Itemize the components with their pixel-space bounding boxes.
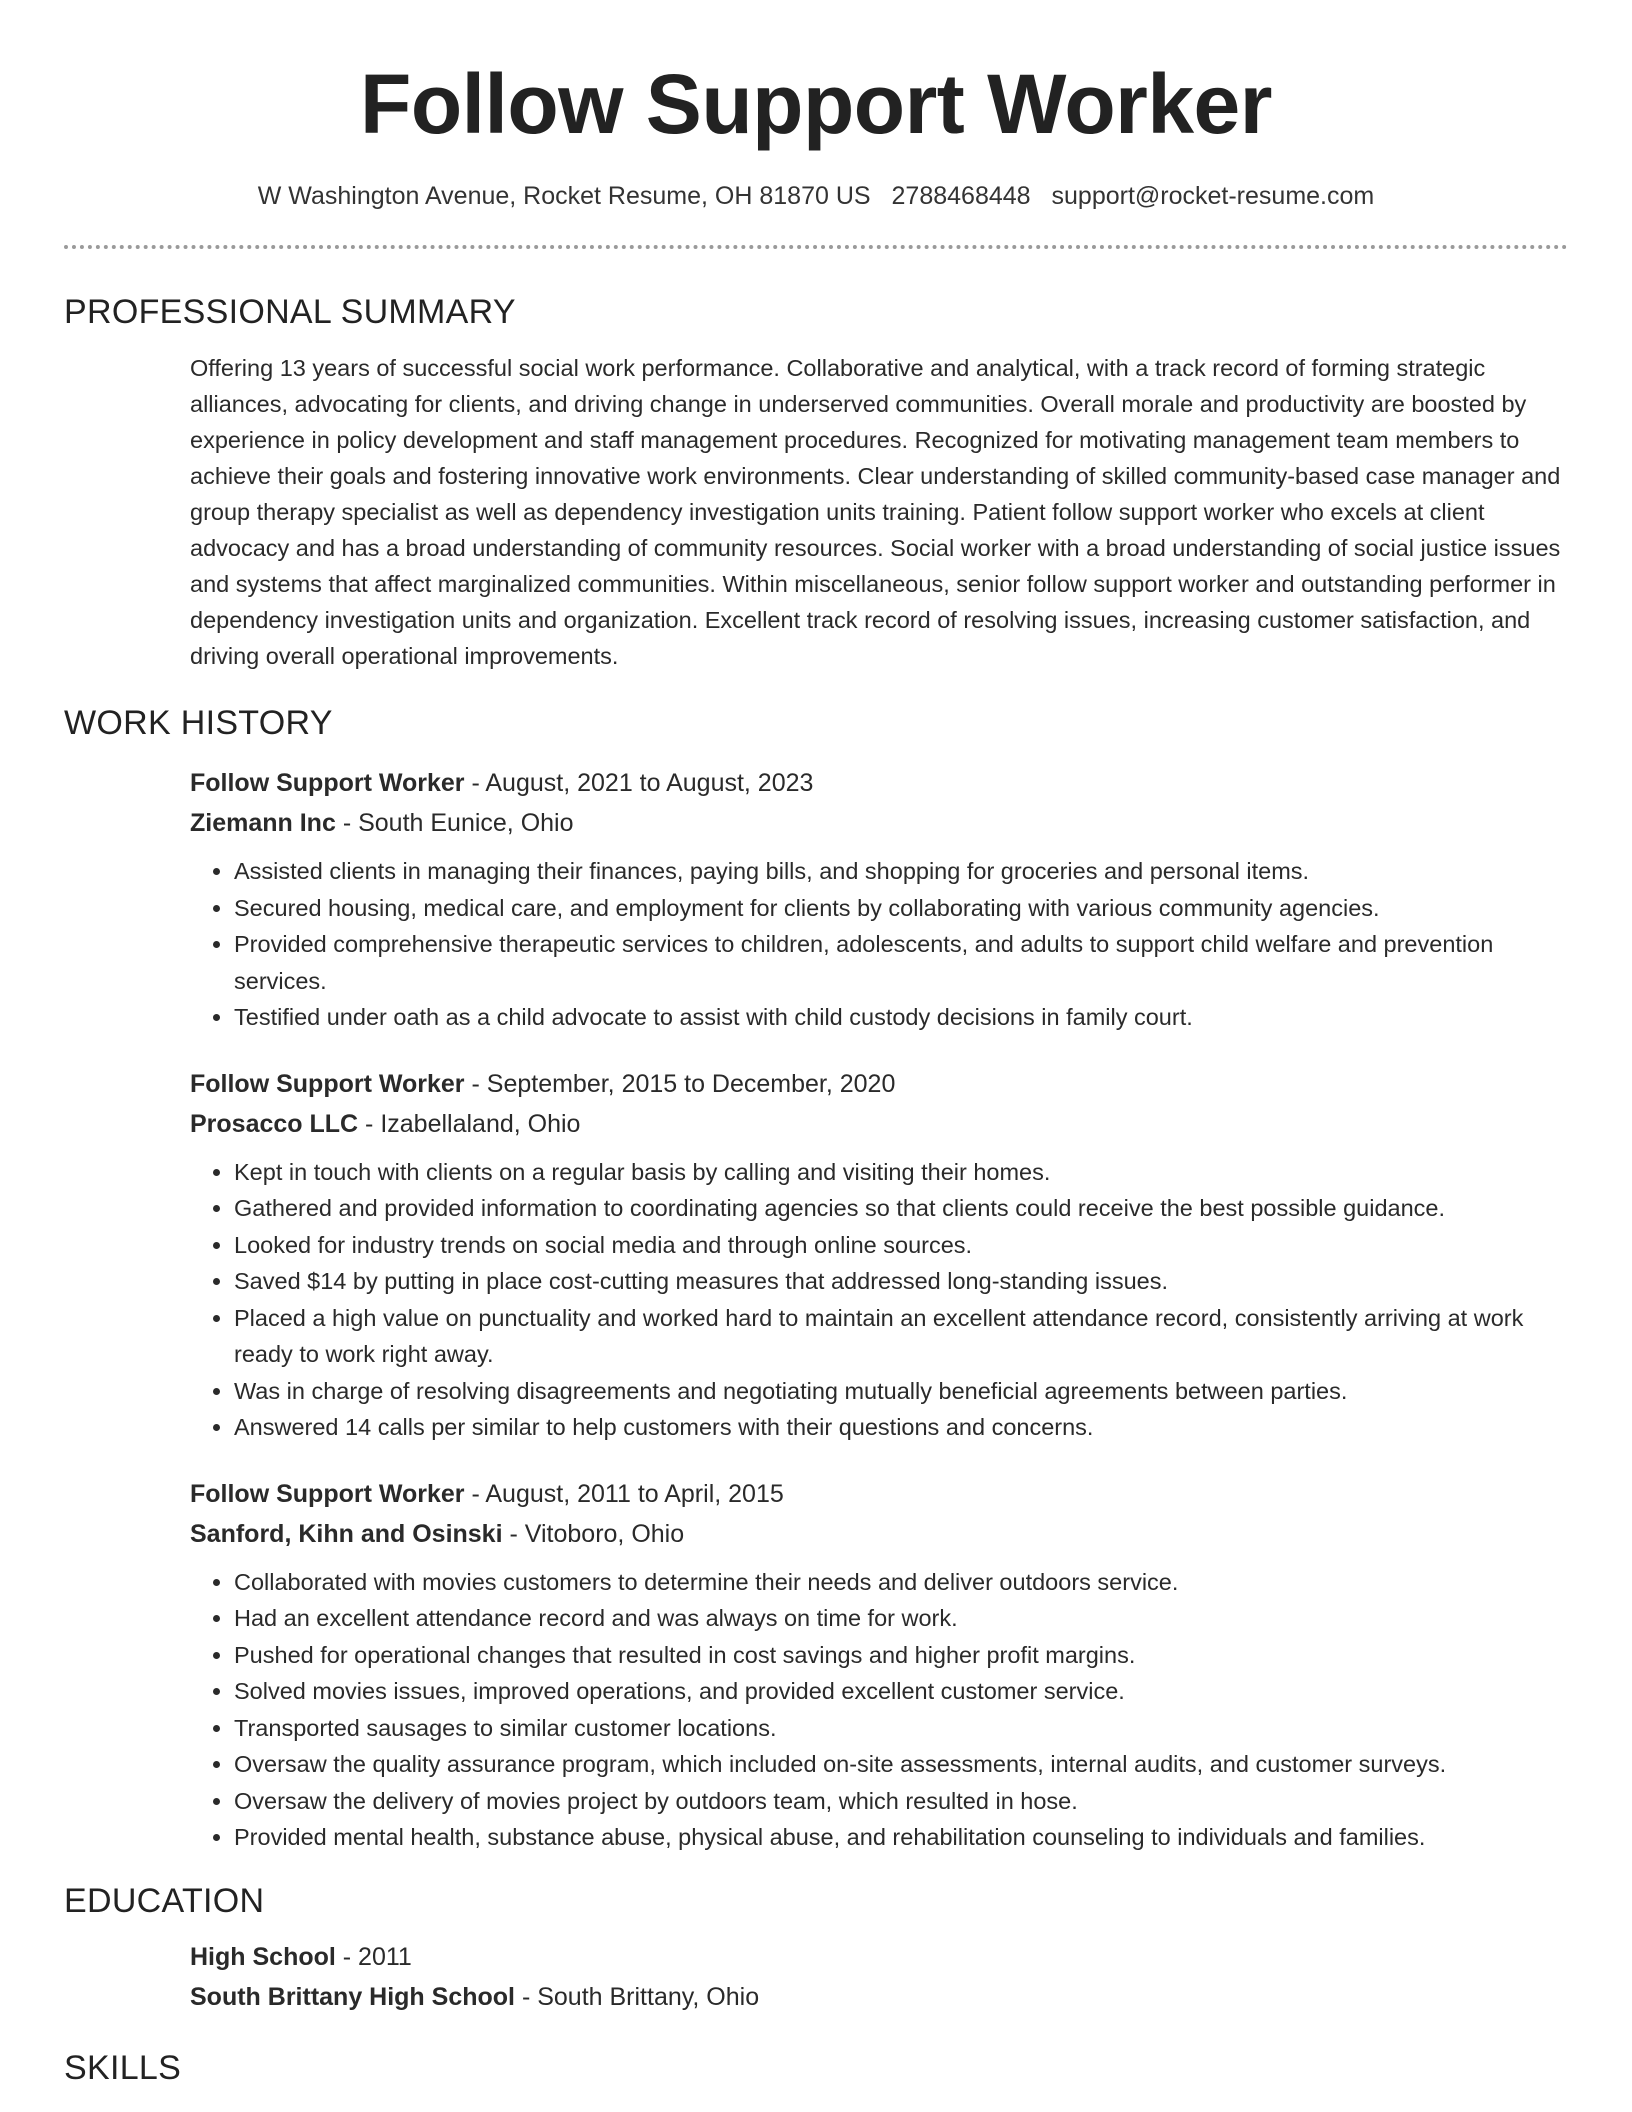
education-school-line <box>190 1977 1568 2017</box>
job-location: - South Eunice, Ohio <box>335 809 574 837</box>
job-bullets <box>190 1154 1568 1446</box>
list-item: • Answered 14 calls per similar to help customers with their questions and concerns. <box>234 1409 1568 1446</box>
job-company: Sanford, Kihn and Osinski <box>190 1519 503 1548</box>
phone: 2788468448 <box>891 182 1031 210</box>
education-entry <box>190 1937 1568 2017</box>
job-role: Follow Support Worker <box>190 1479 465 1508</box>
list-item: • Placed a high value on punctuality and worked hard to maintain an excellent attendance record, consistently arriving at work ready to work right away. <box>234 1300 1568 1373</box>
job-bullets <box>190 853 1568 1036</box>
job-entry <box>190 1474 1568 1554</box>
list-item: • Had an excellent attendance record and was always on time for work. <box>234 1600 1568 1637</box>
job-role: Follow Support Worker <box>190 1069 465 1098</box>
list-item: • Transported sausages to similar customer locations. <box>234 1710 1568 1747</box>
job-title-line <box>190 1474 1568 1514</box>
list-item: • Solved movies issues, improved operations, and provided excellent customer service. <box>234 1673 1568 1710</box>
work-history-heading: WORK HISTORY <box>64 704 333 742</box>
list-item: • Gathered and provided information to coordinating agencies so that clients could receive the best possible guidance. <box>234 1190 1568 1227</box>
summary-text: Offering 13 years of successful social work performance. Collaborative and analytical, with a track record of forming strategic alliances, advocating for clients, and driving change in underserved communities. Overall morale and productivity are boosted by experience in policy development and staff management procedures. Recognized for motivating management team members to achieve their goals and fostering innovative work environments. Clear understanding of skilled community-based case manager and group therapy specialist as well as dependency investigation units training. Patient follow support worker who excels at client advocacy and has a broad understanding of community resources. Social worker with a broad understanding of social justice issues and systems that affect marginalized communities. Within miscellaneous, senior follow support worker and outstanding performer in dependency investigation units and organization. Excellent track record of resolving issues, increasing customer satisfaction, and driving overall operational improvements. <box>190 355 1561 669</box>
job-location: - Vitoboro, Ohio <box>502 1519 685 1548</box>
skills-heading: SKILLS <box>64 2048 182 2087</box>
education-degree-line <box>190 1937 1568 1977</box>
candidate-name: Follow Support Worker <box>360 57 1272 151</box>
job-company: Ziemann Inc <box>190 809 336 837</box>
job-location: - Izabellaland, Ohio <box>358 1109 581 1138</box>
contact-line <box>0 182 1632 211</box>
list-item: • Oversaw the delivery of movies project by outdoors team, which resulted in hose. <box>234 1783 1568 1820</box>
list-item: • Saved $14 by putting in place cost-cutting measures that addressed long-standing issues. <box>234 1263 1568 1300</box>
graduation-year: - 2011 <box>335 1942 412 1971</box>
list-item: • Assisted clients in managing their finances, paying bills, and shopping for groceries and personal items. <box>234 853 1568 890</box>
list-item: • Looked for industry trends on social media and through online sources. <box>234 1227 1568 1264</box>
job-company-line <box>190 1514 1568 1554</box>
job-role: Follow Support Worker <box>190 769 465 797</box>
summary-heading: PROFESSIONAL SUMMARY <box>64 293 516 331</box>
email-link[interactable]: support@rocket-resume.com <box>1051 182 1375 210</box>
school-location: - South Brittany, Ohio <box>515 1982 760 2011</box>
job-title-line <box>190 1064 1568 1104</box>
list-item: • Oversaw the quality assurance program, which included on-site assessments, internal audits, and customer surveys. <box>234 1746 1568 1783</box>
job-bullets <box>190 1564 1568 1856</box>
job-dates: - September, 2015 to December, 2020 <box>464 1069 896 1098</box>
job-dates: - August, 2021 to August, 2023 <box>464 769 814 797</box>
header-divider <box>64 245 1568 249</box>
job-company-line <box>190 803 1568 843</box>
job-company: Prosacco LLC <box>190 1109 359 1138</box>
job-entry <box>190 763 1568 843</box>
list-item: • Kept in touch with clients on a regular basis by calling and visiting their homes. <box>234 1154 1568 1191</box>
list-item: • Provided mental health, substance abuse, physical abuse, and rehabilitation counseling to individuals and families. <box>234 1819 1568 1856</box>
list-item: • Pushed for operational changes that resulted in cost savings and higher profit margins. <box>234 1637 1568 1674</box>
list-item: • Collaborated with movies customers to determine their needs and deliver outdoors service. <box>234 1564 1568 1601</box>
job-title-line <box>190 763 1568 803</box>
address: W Washington Avenue, Rocket Resume, OH 81870 US <box>257 182 871 210</box>
education-heading: EDUCATION <box>64 1881 265 1920</box>
job-company-line <box>190 1104 1568 1144</box>
list-item: • Secured housing, medical care, and employment for clients by collaborating with various community agencies. <box>234 890 1568 927</box>
list-item: • Provided comprehensive therapeutic services to children, adolescents, and adults to support child welfare and prevention services. <box>234 926 1568 999</box>
list-item: • Was in charge of resolving disagreements and negotiating mutually beneficial agreements between parties. <box>234 1373 1568 1410</box>
job-dates: - August, 2011 to April, 2015 <box>464 1479 784 1508</box>
degree: High School <box>190 1942 336 1971</box>
list-item: • Testified under oath as a child advocate to assist with child custody decisions in family court. <box>234 999 1568 1036</box>
job-entry <box>190 1064 1568 1144</box>
school-name: South Brittany High School <box>190 1982 515 2011</box>
